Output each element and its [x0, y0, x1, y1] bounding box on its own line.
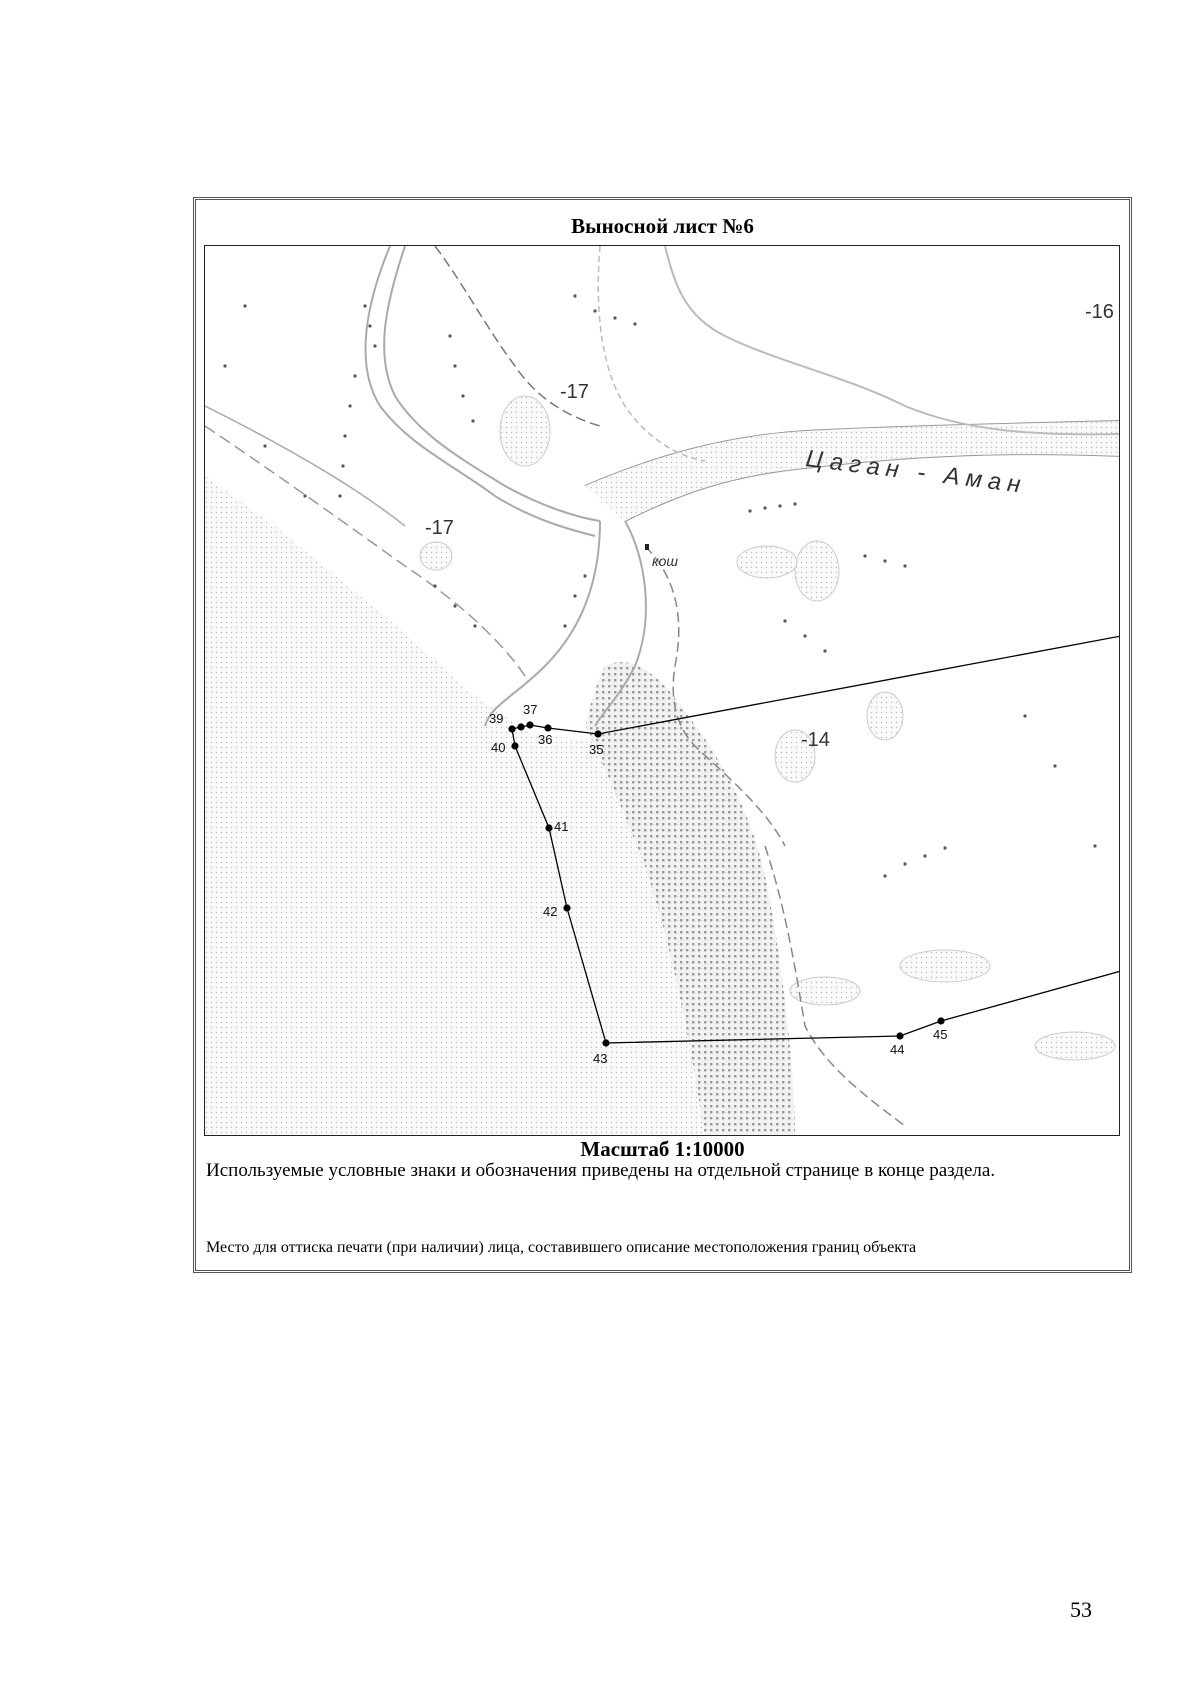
elevation-label: -16 — [1085, 301, 1114, 323]
stipple-patch — [867, 692, 903, 740]
stipple-patch — [500, 396, 550, 466]
point-40 — [511, 742, 518, 749]
road — [485, 521, 600, 726]
label-37: 37 — [523, 702, 538, 717]
point-39 — [508, 725, 515, 732]
stipple-patch — [900, 950, 990, 982]
point-43 — [602, 1039, 609, 1046]
stipple-patch — [795, 541, 839, 601]
road — [665, 246, 1120, 434]
label-43: 43 — [593, 1051, 608, 1066]
map-sheet — [193, 197, 1132, 1273]
point-37 — [526, 721, 533, 728]
settlement-icon — [645, 544, 649, 550]
stamp-note: Место для оттиска печати (при наличии) лица, составившего описание местоположения границ объекта — [206, 1239, 917, 1256]
label-40: 40 — [491, 740, 506, 755]
label-36: 36 — [538, 732, 553, 747]
label-42: 42 — [543, 904, 558, 919]
elevation-label: -14 — [801, 729, 830, 751]
settlement-label: кош — [652, 553, 679, 569]
legend-note: Используемые условные знаки и обозначения приведены на отдельной странице в конце раздела. — [206, 1160, 996, 1181]
scale-label: Масштаб 1:10000 — [580, 1137, 745, 1161]
stipple-patch — [737, 546, 797, 578]
point-41 — [545, 824, 552, 831]
page-number: 53 — [1070, 1597, 1092, 1622]
stipple-patch — [420, 542, 452, 570]
label-39: 39 — [489, 711, 504, 726]
point-35 — [594, 730, 601, 737]
road — [598, 246, 705, 461]
elevation-label: -17 — [425, 517, 454, 539]
sheet-title: Выносной лист №6 — [571, 214, 754, 238]
label-45: 45 — [933, 1027, 948, 1042]
topographic-map — [205, 246, 1120, 1136]
map-frame — [204, 245, 1120, 1136]
label-41: 41 — [554, 819, 569, 834]
label-35: 35 — [589, 742, 604, 757]
river-name-label: Цаган - Аман — [804, 445, 1028, 500]
label-44: 44 — [890, 1042, 905, 1057]
point-36 — [544, 724, 551, 731]
point-38 — [517, 723, 524, 730]
stipple-patch — [1035, 1032, 1115, 1060]
elevation-label: -17 — [560, 381, 589, 403]
point-44 — [896, 1032, 903, 1039]
point-42 — [563, 904, 570, 911]
point-45 — [937, 1017, 944, 1024]
